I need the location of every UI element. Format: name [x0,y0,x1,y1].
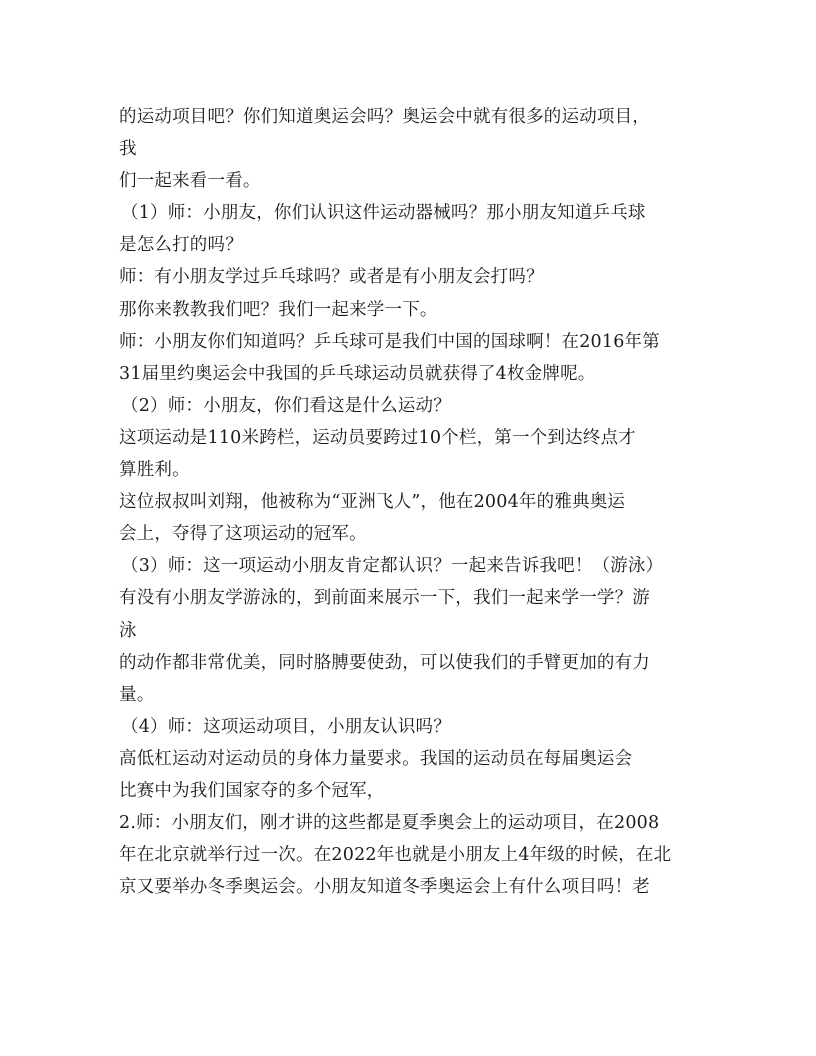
text-line: 这项运动是110米跨栏，运动员要跨过10个栏，第一个到达终点才 [119,427,636,448]
text-line: 2.师：小朋友们，刚才讲的这些都是夏季奥会上的运动项目，在2008 [119,813,660,834]
text-line: 高低杠运动对运动员的身体力量要求。我国的运动员在每届奥运会 [119,748,633,769]
text-line: 那你来教教我们吧？我们一起来学一下。 [119,299,438,320]
text-line: 是怎么打的吗？ [119,235,243,256]
text-line: （1）师：小朋友，你们认识这件运动器械吗？那小朋友知道乒乓球 [121,203,646,224]
text-line: 的动作都非常优美，同时胳膊要使劲，可以使我们的手臂更加的有力 [119,652,650,673]
text-line: 有没有小朋友学游泳的，到前面来展示一下，我们一起来学一学？游 [119,588,650,609]
text-line: 算胜利。 [119,460,190,481]
text-line: 泳 [119,620,137,641]
text-line: 的运动项目吧？你们知道奥运会吗？奥运会中就有很多的运动项目， [119,107,650,127]
text-line: 师：小朋友你们知道吗？乒乓球可是我们中国的国球啊！在2016年第 [119,331,660,352]
text-line: 师：有小朋友学过乒乓球吗？或者是有小朋友会打吗？ [119,267,544,288]
text-line: 们一起来看一看。 [119,171,261,192]
text-line: （2）师：小朋友，你们看这是什么运动？ [121,395,451,416]
text-line: 量。 [119,684,155,705]
text-line: （4）师：这项运动项目，小朋友认识吗？ [121,716,451,737]
text-line: 31届里约奥运会中我国的乒乓球运动员就获得了4枚金牌呢。 [119,363,596,384]
text-line: 会上，夺得了这项运动的冠军。 [119,524,367,545]
text-line: 年在北京就举行过一次。在2022年也就是小朋友上4年级的时候，在北 [119,845,672,866]
text-line: 这位叔叔叫刘翔，他被称为“亚洲飞人”，他在2004年的雅典奥运 [119,492,626,513]
text-line: 京又要举办冬季奥运会。小朋友知道冬季奥运会上有什么项目吗！老 [119,877,650,898]
document-body [119,101,704,903]
text-line: 我 [119,139,137,160]
text-line: （3）师：这一项运动小朋友肯定都认识？一起来告诉我吧！（游泳） [121,556,664,577]
text-line: 比赛中为我们国家夺的多个冠军， [119,780,385,801]
